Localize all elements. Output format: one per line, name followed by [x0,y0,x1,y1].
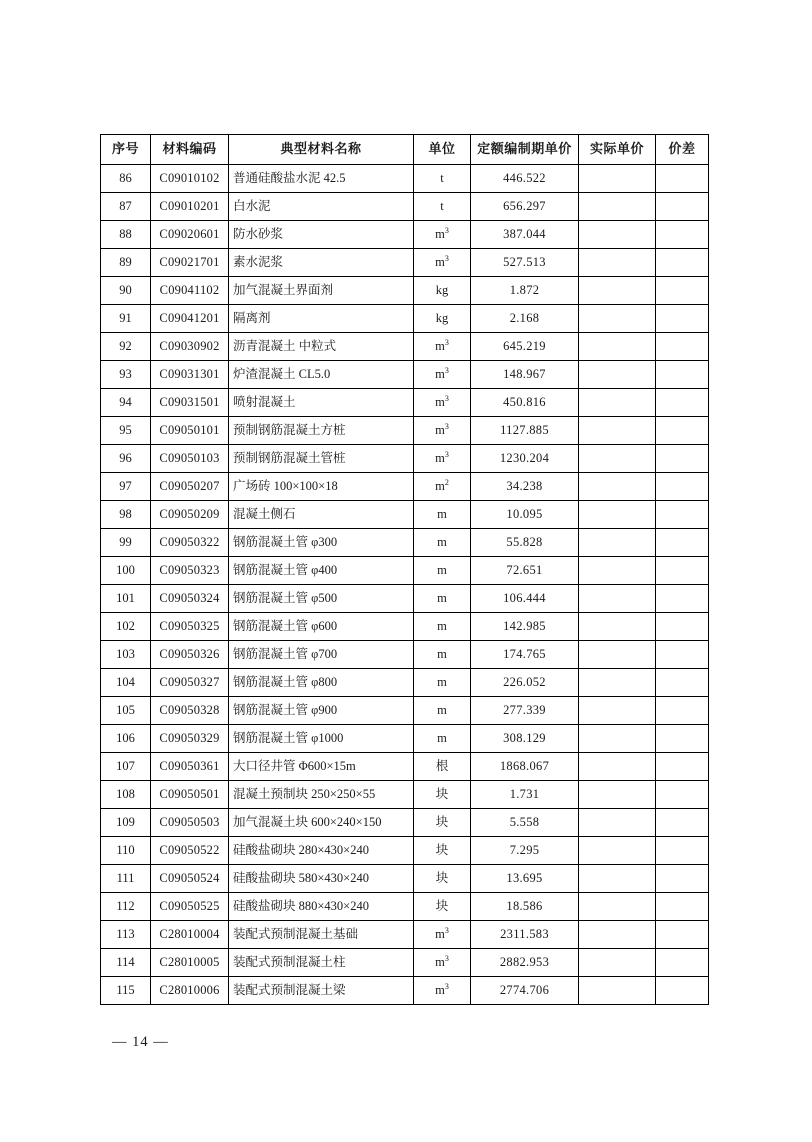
cell-material-name: 钢筋混凝土管 φ300 [229,529,414,557]
cell-base-price: 277.339 [471,697,579,725]
unit-exponent: 3 [444,337,449,347]
cell-material-name: 隔离剂 [229,305,414,333]
cell-seq: 86 [101,165,151,193]
cell-base-price: 7.295 [471,837,579,865]
cell-unit: $m^3$ [414,921,471,949]
cell-price-diff[interactable] [656,697,709,725]
cell-material-code: C09050209 [151,501,229,529]
table-row [101,921,709,949]
cell-price-diff[interactable] [656,557,709,585]
cell-material-name: 硅酸盐砌块 580×430×240 [229,865,414,893]
cell-actual-price[interactable] [579,865,656,893]
cell-material-code: C09050525 [151,893,229,921]
cell-unit: m [414,613,471,641]
cell-unit: m [414,669,471,697]
table-row [101,277,709,305]
cell-unit: 块 [414,865,471,893]
cell-material-name: 装配式预制混凝土柱 [229,949,414,977]
cell-unit: m [414,501,471,529]
table-row [101,361,709,389]
cell-material-name: 硅酸盐砌块 280×430×240 [229,837,414,865]
cell-material-name: 素水泥浆 [229,249,414,277]
table-body [101,165,709,1005]
table-row [101,445,709,473]
table-row [101,641,709,669]
cell-base-price: 174.765 [471,641,579,669]
unit-exponent: 3 [444,953,449,963]
cell-actual-price[interactable] [579,921,656,949]
cell-material-code: C09021701 [151,249,229,277]
cell-price-diff[interactable] [656,613,709,641]
cell-material-name: 装配式预制混凝土基础 [229,921,414,949]
cell-material-code: C09050103 [151,445,229,473]
cell-material-code: C09050327 [151,669,229,697]
cell-material-code: C09050326 [151,641,229,669]
table-row [101,585,709,613]
cell-actual-price[interactable] [579,557,656,585]
cell-seq: 93 [101,361,151,389]
cell-base-price: 226.052 [471,669,579,697]
cell-seq: 114 [101,949,151,977]
cell-material-code: C28010005 [151,949,229,977]
cell-material-code: C09050324 [151,585,229,613]
table-row [101,977,709,1005]
cell-seq: 115 [101,977,151,1005]
cell-seq: 100 [101,557,151,585]
cell-unit: m [414,557,471,585]
cell-material-code: C09050524 [151,865,229,893]
cell-actual-price[interactable] [579,417,656,445]
cell-unit: 块 [414,781,471,809]
cell-seq: 97 [101,473,151,501]
cell-base-price: 34.238 [471,473,579,501]
cell-material-name: 加气混凝土块 600×240×150 [229,809,414,837]
column-header-seq: 序号 [101,135,151,165]
cell-actual-price[interactable] [579,669,656,697]
table-row [101,333,709,361]
cell-material-code: C09050207 [151,473,229,501]
cell-base-price: 1127.885 [471,417,579,445]
cell-unit: m [414,697,471,725]
cell-unit: 块 [414,893,471,921]
cell-actual-price[interactable] [579,221,656,249]
cell-material-name: 钢筋混凝土管 φ900 [229,697,414,725]
cell-actual-price[interactable] [579,193,656,221]
cell-material-code: C09010102 [151,165,229,193]
unit-exponent: 3 [444,253,449,263]
cell-unit: $m^3$ [414,977,471,1005]
cell-unit: m [414,529,471,557]
cell-unit: $m^3$ [414,361,471,389]
cell-actual-price[interactable] [579,249,656,277]
cell-material-name: 沥青混凝土 中粒式 [229,333,414,361]
cell-unit: $m^3$ [414,221,471,249]
cell-seq: 112 [101,893,151,921]
cell-material-code: C09050501 [151,781,229,809]
cell-base-price: 18.586 [471,893,579,921]
cell-seq: 94 [101,389,151,417]
cell-material-name: 预制钢筋混凝土管桩 [229,445,414,473]
cell-material-name: 装配式预制混凝土梁 [229,977,414,1005]
cell-seq: 96 [101,445,151,473]
cell-actual-price[interactable] [579,725,656,753]
cell-unit: m [414,725,471,753]
cell-seq: 103 [101,641,151,669]
column-header-price-diff: 价差 [656,135,709,165]
cell-price-diff[interactable] [656,473,709,501]
cell-base-price: 2882.953 [471,949,579,977]
cell-seq: 95 [101,417,151,445]
cell-actual-price[interactable] [579,473,656,501]
unit-exponent: 3 [444,365,449,375]
cell-material-name: 广场砖 100×100×18 [229,473,414,501]
cell-price-diff[interactable] [656,865,709,893]
cell-base-price: 1.731 [471,781,579,809]
cell-unit: kg [414,277,471,305]
table-row [101,473,709,501]
cell-material-code: C09041102 [151,277,229,305]
cell-seq: 92 [101,333,151,361]
cell-base-price: 148.967 [471,361,579,389]
cell-unit: $m^3$ [414,333,471,361]
table-row [101,613,709,641]
cell-base-price: 10.095 [471,501,579,529]
cell-seq: 98 [101,501,151,529]
cell-seq: 104 [101,669,151,697]
cell-material-code: C09050322 [151,529,229,557]
table-row [101,221,709,249]
cell-actual-price[interactable] [579,781,656,809]
cell-actual-price[interactable] [579,949,656,977]
cell-price-diff[interactable] [656,445,709,473]
cell-unit: t [414,193,471,221]
unit-exponent: 3 [444,449,449,459]
unit-exponent: 3 [444,925,449,935]
cell-unit: kg [414,305,471,333]
table-row [101,837,709,865]
cell-material-code: C09050101 [151,417,229,445]
cell-actual-price[interactable] [579,501,656,529]
cell-seq: 101 [101,585,151,613]
cell-base-price: 450.816 [471,389,579,417]
cell-price-diff[interactable] [656,725,709,753]
cell-base-price: 55.828 [471,529,579,557]
unit-exponent: 3 [444,421,449,431]
cell-price-diff[interactable] [656,165,709,193]
cell-unit: 块 [414,837,471,865]
cell-actual-price[interactable] [579,305,656,333]
cell-material-code: C09050361 [151,753,229,781]
cell-material-code: C09050522 [151,837,229,865]
cell-unit: m [414,585,471,613]
table-row [101,697,709,725]
cell-price-diff[interactable] [656,809,709,837]
cell-actual-price[interactable] [579,389,656,417]
cell-base-price: 2.168 [471,305,579,333]
cell-price-diff[interactable] [656,669,709,697]
table-row [101,501,709,529]
cell-material-name: 白水泥 [229,193,414,221]
cell-actual-price[interactable] [579,893,656,921]
cell-price-diff[interactable] [656,921,709,949]
cell-material-code: C09050328 [151,697,229,725]
cell-actual-price[interactable] [579,445,656,473]
cell-actual-price[interactable] [579,333,656,361]
table-row [101,725,709,753]
cell-material-code: C09030902 [151,333,229,361]
cell-price-diff[interactable] [656,585,709,613]
unit-exponent: 3 [444,981,449,991]
cell-unit: $m^2$ [414,473,471,501]
cell-actual-price[interactable] [579,977,656,1005]
table-row [101,865,709,893]
cell-actual-price[interactable] [579,613,656,641]
column-header-name: 典型材料名称 [229,135,414,165]
cell-material-code: C28010006 [151,977,229,1005]
cell-base-price: 142.985 [471,613,579,641]
table-row [101,809,709,837]
cell-material-name: 硅酸盐砌块 880×430×240 [229,893,414,921]
cell-base-price: 308.129 [471,725,579,753]
cell-material-code: C28010004 [151,921,229,949]
cell-unit: $m^3$ [414,417,471,445]
cell-price-diff[interactable] [656,277,709,305]
cell-material-code: C09010201 [151,193,229,221]
cell-price-diff[interactable] [656,837,709,865]
cell-seq: 99 [101,529,151,557]
cell-seq: 106 [101,725,151,753]
cell-seq: 105 [101,697,151,725]
cell-seq: 90 [101,277,151,305]
cell-price-diff[interactable] [656,361,709,389]
cell-material-name: 加气混凝土界面剂 [229,277,414,305]
cell-material-code: C09050503 [151,809,229,837]
table-row [101,193,709,221]
cell-seq: 110 [101,837,151,865]
cell-price-diff[interactable] [656,641,709,669]
cell-unit: m [414,641,471,669]
table-row [101,557,709,585]
unit-exponent: 2 [444,477,449,487]
table-row [101,529,709,557]
cell-material-name: 大口径井管 Φ600×15m [229,753,414,781]
cell-price-diff[interactable] [656,949,709,977]
cell-base-price: 645.219 [471,333,579,361]
cell-base-price: 527.513 [471,249,579,277]
column-header-base-price: 定额编制期单价 [471,135,579,165]
column-header-code: 材料编码 [151,135,229,165]
cell-price-diff[interactable] [656,389,709,417]
cell-base-price: 2311.583 [471,921,579,949]
column-header-actual-price: 实际单价 [579,135,656,165]
cell-base-price: 1.872 [471,277,579,305]
cell-base-price: 106.444 [471,585,579,613]
cell-price-diff[interactable] [656,977,709,1005]
cell-material-name: 防水砂浆 [229,221,414,249]
cell-material-name: 混凝土预制块 250×250×55 [229,781,414,809]
cell-seq: 111 [101,865,151,893]
cell-material-name: 钢筋混凝土管 φ400 [229,557,414,585]
cell-seq: 107 [101,753,151,781]
cell-price-diff[interactable] [656,193,709,221]
cell-base-price: 1230.204 [471,445,579,473]
cell-material-code: C09050323 [151,557,229,585]
cell-actual-price[interactable] [579,277,656,305]
cell-seq: 102 [101,613,151,641]
cell-seq: 91 [101,305,151,333]
cell-material-code: C09031301 [151,361,229,389]
table-row [101,249,709,277]
table-row [101,781,709,809]
unit-exponent: 3 [444,225,449,235]
cell-actual-price[interactable] [579,361,656,389]
cell-seq: 87 [101,193,151,221]
cell-base-price: 2774.706 [471,977,579,1005]
cell-base-price: 13.695 [471,865,579,893]
cell-actual-price[interactable] [579,165,656,193]
cell-actual-price[interactable] [579,753,656,781]
table-row [101,305,709,333]
cell-unit: 根 [414,753,471,781]
cell-material-name: 钢筋混凝土管 φ800 [229,669,414,697]
cell-material-name: 混凝土侧石 [229,501,414,529]
cell-material-name: 钢筋混凝土管 φ700 [229,641,414,669]
cell-material-code: C09031501 [151,389,229,417]
cell-unit: $m^3$ [414,249,471,277]
cell-actual-price[interactable] [579,641,656,669]
unit-exponent: 3 [444,393,449,403]
cell-material-name: 钢筋混凝土管 φ600 [229,613,414,641]
cell-price-diff[interactable] [656,305,709,333]
column-header-unit: 单位 [414,135,471,165]
cell-unit: $m^3$ [414,389,471,417]
table-header-row [101,135,709,165]
cell-material-code: C09050329 [151,725,229,753]
cell-seq: 88 [101,221,151,249]
cell-material-name: 钢筋混凝土管 φ500 [229,585,414,613]
cell-price-diff[interactable] [656,753,709,781]
cell-base-price: 656.297 [471,193,579,221]
cell-actual-price[interactable] [579,585,656,613]
table-row [101,669,709,697]
table-row [101,165,709,193]
cell-material-code: C09020601 [151,221,229,249]
table-row [101,893,709,921]
table-row [101,389,709,417]
cell-actual-price[interactable] [579,697,656,725]
cell-base-price: 5.558 [471,809,579,837]
material-price-table [100,134,709,1005]
cell-actual-price[interactable] [579,837,656,865]
table-header [101,135,709,165]
page-number: — 14 — [112,1034,169,1050]
cell-base-price: 446.522 [471,165,579,193]
cell-material-code: C09041201 [151,305,229,333]
cell-price-diff[interactable] [656,529,709,557]
cell-base-price: 387.044 [471,221,579,249]
cell-actual-price[interactable] [579,529,656,557]
cell-price-diff[interactable] [656,781,709,809]
material-price-table-container [100,134,708,1005]
cell-seq: 113 [101,921,151,949]
cell-unit: $m^3$ [414,949,471,977]
cell-material-name: 炉渣混凝土 CL5.0 [229,361,414,389]
cell-price-diff[interactable] [656,893,709,921]
table-row [101,753,709,781]
cell-material-name: 喷射混凝土 [229,389,414,417]
cell-seq: 109 [101,809,151,837]
table-row [101,417,709,445]
cell-material-name: 钢筋混凝土管 φ1000 [229,725,414,753]
cell-price-diff[interactable] [656,501,709,529]
cell-unit: 块 [414,809,471,837]
cell-base-price: 1868.067 [471,753,579,781]
cell-price-diff[interactable] [656,249,709,277]
cell-unit: t [414,165,471,193]
cell-material-name: 普通硅酸盐水泥 42.5 [229,165,414,193]
cell-actual-price[interactable] [579,809,656,837]
cell-price-diff[interactable] [656,417,709,445]
cell-seq: 89 [101,249,151,277]
cell-unit: $m^3$ [414,445,471,473]
cell-material-name: 预制钢筋混凝土方桩 [229,417,414,445]
cell-seq: 108 [101,781,151,809]
cell-price-diff[interactable] [656,221,709,249]
cell-price-diff[interactable] [656,333,709,361]
cell-base-price: 72.651 [471,557,579,585]
cell-material-code: C09050325 [151,613,229,641]
table-row [101,949,709,977]
